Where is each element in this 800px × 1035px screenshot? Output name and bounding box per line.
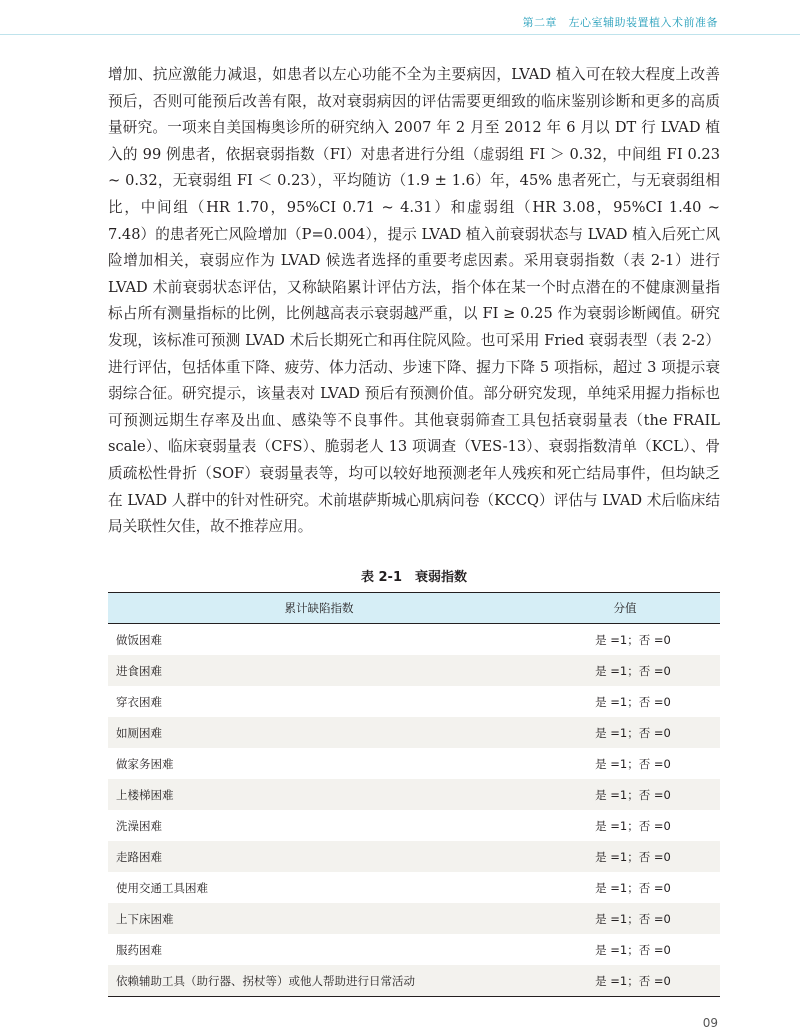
score-cell: 是 =1；否 =0 [595, 694, 671, 709]
table-row [108, 686, 720, 717]
score-cell: 是 =1；否 =0 [530, 903, 720, 934]
score-cell: 是 =1；否 =0 [595, 880, 671, 895]
page-number: 09 [702, 1016, 718, 1030]
score-cell: 是 =1；否 =0 [595, 942, 671, 957]
deficit-cell: 走路困难 [108, 841, 530, 872]
deficit-cell: 进食困难 [108, 655, 530, 686]
table-row [108, 965, 720, 997]
deficit-cell: 如厕困难 [108, 717, 530, 748]
deficit-cell: 洗澡困难 [116, 818, 162, 833]
running-header: 第二章 左心室辅助装置植入术前准备 [522, 16, 718, 29]
score-cell: 是 =1；否 =0 [595, 818, 671, 833]
frailty-index-table [108, 592, 720, 997]
deficit-cell: 上下床困难 [108, 903, 530, 934]
table-row [108, 717, 720, 748]
table-row [108, 779, 720, 810]
score-cell: 是 =1；否 =0 [530, 655, 720, 686]
deficit-cell: 依赖辅助工具（助行器、拐杖等）或他人帮助进行日常活动 [108, 965, 530, 997]
table-row [108, 624, 720, 656]
table-row [108, 655, 720, 686]
column-header-score: 分值 [530, 593, 720, 624]
score-cell: 是 =1；否 =0 [595, 632, 671, 647]
score-cell: 是 =1；否 =0 [530, 779, 720, 810]
score-cell: 是 =1；否 =0 [530, 717, 720, 748]
body-paragraph: 增加、抗应激能力减退，如患者以左心功能不全为主要病因，LVAD 植入可在较大程度上改善预后，否则可能预后改善有限，故对衰弱病因的评估需要更细致的临床鉴别诊断和更多的高质量研究。一项来自美国梅奥诊所的研究纳入 2007 年 2 月至 2012 年 6 月以 DT 行 LVAD 植入的 99 例患者，依据衰弱指数（FI）对患者进行分组（虚弱组 FI ＞ 0.32，中间组 FI 0.23 ~ 0.32，无衰弱组 FI ＜ 0.23），平均随访（1.9 ± 1.6）年，45% 患者死亡，与无衰弱组相比，中间组（HR 1.70，95%CI 0.71 ~ 4.31）和虚弱组（HR 3.08，95%CI 1.40 ~ 7.48）的患者死亡风险增加（P=0.004），提示 LVAD 植入前衰弱状态与 LVAD 植入后死亡风险增加相关，衰弱应作为 LVAD 候选者选择的重要考虑因素。采用衰弱指数（表 2-1）进行 LVAD 术前衰弱状态评估，又称缺陷累计评估方法，指个体在某一个时点潜在的不健康测量指标占所有测量指标的比例，比例越高表示衰弱越严重，以 FI ≥ 0.25 作为衰弱诊断阈值。研究发现，该标准可预测 LVAD 术后长期死亡和再住院风险。也可采用 Fried 衰弱表型（表 2-2）进行评估，包括体重下降、疲劳、体力活动、步速下降、握力下降 5 项指标，超过 3 项提示衰弱综合征。研究提示，该量表对 LVAD 预后有预测价值。部分研究发现，单纯采用握力指标也可预测远期生存率及出血、感染等不良事件。其他衰弱筛查工具包括衰弱量表（the FRAIL scale）、临床衰弱量表（CFS）、脆弱老人 13 项调查（VES-13）、衰弱指数清单（KCL）、骨质疏松性骨折（SOF）衰弱量表等，均可以较好地预测老年人残疾和死亡结局事件，但均缺乏在 LVAD 人群中的针对性研究。术前堪萨斯城心肌病问卷（KCCQ）评估与 LVAD 术后临床结局关联性欠佳，故不推荐应用。 [108, 66, 720, 536]
table-row [108, 748, 720, 779]
column-header-deficit: 累计缺陷指数 [108, 593, 530, 624]
table-row [108, 934, 720, 965]
score-cell: 是 =1；否 =0 [530, 965, 720, 997]
deficit-cell: 服药困难 [116, 942, 162, 957]
score-cell: 是 =1；否 =0 [530, 841, 720, 872]
table-header-row [108, 593, 720, 624]
header-divider [0, 34, 800, 35]
deficit-cell: 穿衣困难 [116, 694, 162, 709]
table-row [108, 903, 720, 934]
table-row [108, 810, 720, 841]
score-cell: 是 =1；否 =0 [595, 756, 671, 771]
deficit-cell: 做饭困难 [116, 632, 162, 647]
body-text [108, 62, 720, 541]
deficit-cell: 上楼梯困难 [108, 779, 530, 810]
table-caption: 表 2-1 衰弱指数 [360, 570, 467, 585]
deficit-cell: 做家务困难 [116, 756, 174, 771]
table-row [108, 872, 720, 903]
table-row [108, 841, 720, 872]
deficit-cell: 使用交通工具困难 [116, 880, 208, 895]
